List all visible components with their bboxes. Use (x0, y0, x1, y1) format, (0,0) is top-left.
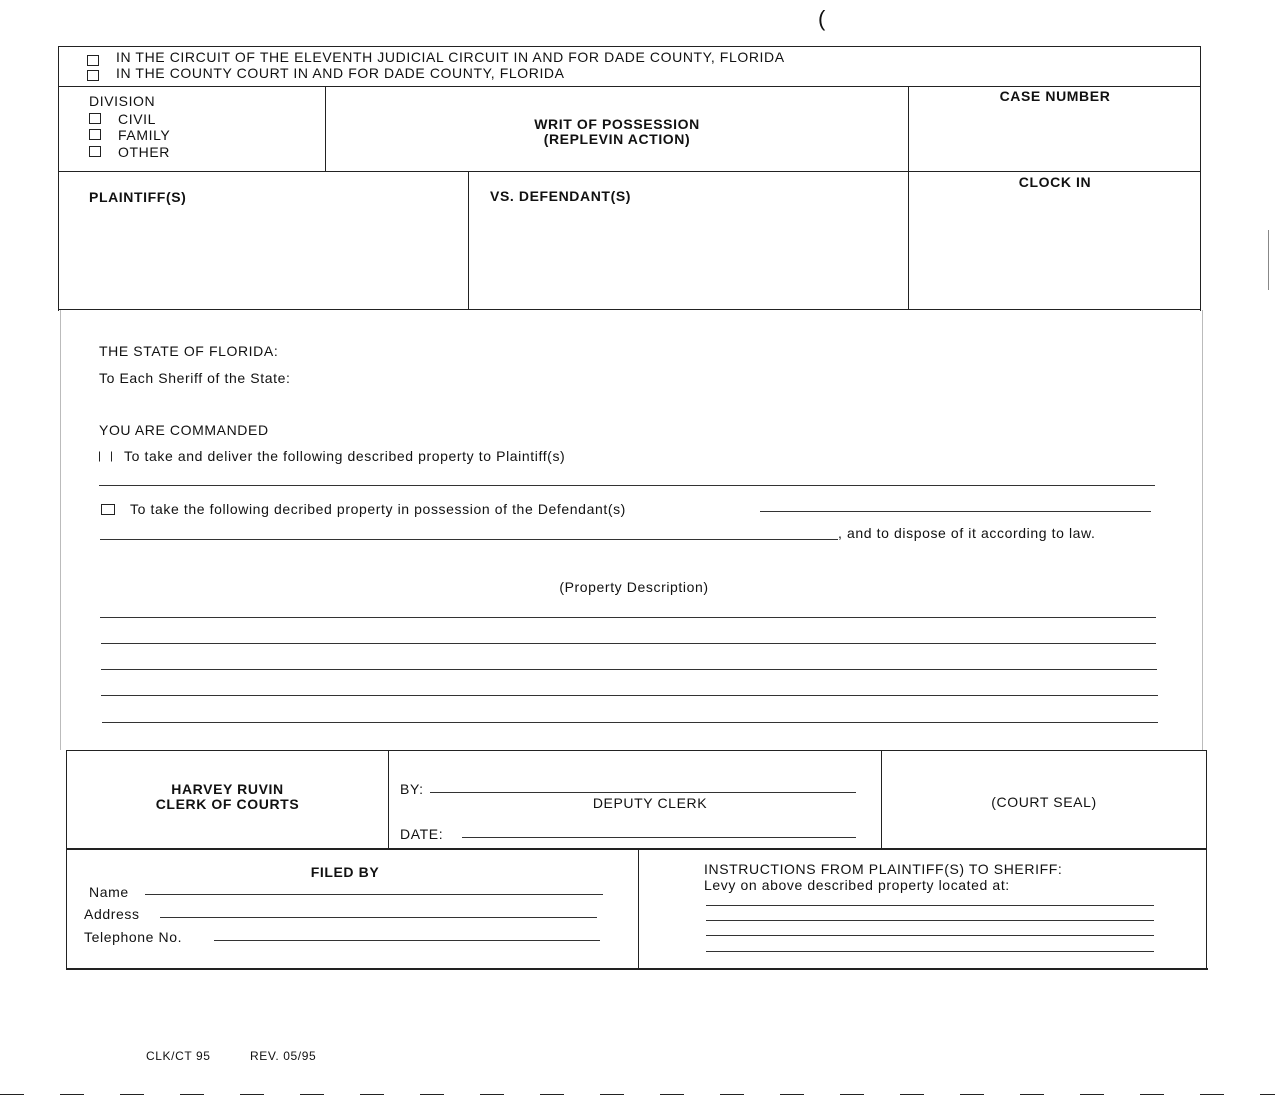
scan-edge-mark-right (1268, 230, 1269, 290)
division-label: DIVISION (89, 93, 156, 109)
location-line-1[interactable] (706, 905, 1154, 906)
you-are-commanded: YOU ARE COMMANDED (99, 422, 269, 438)
form-id: CLK/CT 95 (146, 1049, 211, 1063)
civil-option-label: CIVIL (118, 111, 157, 127)
levy-text: Levy on above described property located at: (704, 877, 1010, 893)
property-line-5[interactable] (102, 722, 1158, 723)
form-bottom (66, 968, 1208, 970)
frame-left-mid (60, 310, 61, 750)
family-option-label: FAMILY (118, 127, 171, 143)
clock-in-label: CLOCK IN (1018, 174, 1092, 190)
filed-by-header: FILED BY (310, 864, 380, 880)
county-option-label: IN THE COUNTY COURT IN AND FOR DADE COUNTY, FLORIDA (116, 65, 565, 81)
telephone-line[interactable] (214, 940, 600, 941)
row3-divider (58, 309, 1201, 310)
frame-right-mid (1202, 310, 1203, 750)
clerk-title: CLERK OF COURTS (155, 796, 300, 812)
property-line-3[interactable] (101, 669, 1157, 670)
property-line-1[interactable] (100, 617, 1156, 618)
title-case-divider (908, 87, 909, 309)
address-line[interactable] (160, 917, 597, 918)
state-of-florida: THE STATE OF FLORIDA: (99, 343, 279, 359)
address-label: Address (84, 906, 140, 922)
dispose-text: , and to dispose of it according to law. (838, 525, 1096, 541)
clerk-row-right (1206, 750, 1207, 970)
possession-checkbox[interactable] (101, 504, 115, 515)
filed-instructions-divider (638, 849, 639, 969)
filed-row-top (66, 848, 1207, 850)
other-option-label: OTHER (118, 144, 170, 160)
civil-checkbox[interactable] (89, 113, 101, 124)
deputy-clerk-label: DEPUTY CLERK (592, 795, 708, 811)
deliver-checkbox[interactable] (99, 451, 112, 462)
circuit-checkbox[interactable] (87, 55, 99, 66)
frame-top (58, 46, 1201, 47)
stray-mark: ( (818, 6, 826, 31)
telephone-label: Telephone No. (84, 929, 183, 945)
location-line-2[interactable] (706, 920, 1154, 921)
date-line[interactable] (462, 837, 856, 838)
parties-divider (468, 172, 469, 310)
writ-subtitle: (REPLEVIN ACTION) (543, 131, 691, 147)
scan-edge-mark-bottom (0, 1094, 1275, 1095)
plaintiffs-label: PLAINTIFF(S) (89, 189, 187, 205)
property-line-2[interactable] (101, 643, 1156, 644)
family-checkbox[interactable] (89, 129, 101, 140)
deliver-option-text: To take and deliver the following described property to Plaintiff(s) (124, 448, 566, 464)
county-checkbox[interactable] (87, 70, 99, 81)
defendants-label: VS. DEFENDANT(S) (490, 188, 632, 204)
writ-title: WRIT OF POSSESSION (534, 116, 700, 132)
date-label: DATE: (400, 826, 444, 842)
possession-property-line[interactable] (100, 539, 838, 540)
row2-divider (58, 171, 1201, 172)
defendant-name-line[interactable] (760, 511, 1151, 512)
case-number-label: CASE NUMBER (999, 88, 1111, 104)
location-line-3[interactable] (706, 935, 1154, 936)
court-seal-label: (COURT SEAL) (991, 794, 1097, 810)
property-description-label: (Property Description) (559, 579, 709, 595)
deliver-property-line[interactable] (99, 485, 1155, 486)
clerk-name: HARVEY RUVIN (171, 781, 284, 797)
clerk-row-top (66, 750, 1206, 751)
other-checkbox[interactable] (89, 146, 101, 157)
circuit-option-label: IN THE CIRCUIT OF THE ELEVENTH JUDICIAL CIRCUIT IN AND FOR DADE COUNTY, FLORIDA (116, 49, 785, 65)
court-row-divider (58, 86, 1201, 87)
by-label: BY: (400, 781, 424, 797)
each-sheriff: To Each Sheriff of the State: (99, 370, 291, 386)
name-line[interactable] (145, 894, 603, 895)
location-line-4[interactable] (706, 951, 1154, 952)
instructions-header: INSTRUCTIONS FROM PLAINTIFF(S) TO SHERIFF: (704, 861, 1063, 877)
property-line-4[interactable] (101, 695, 1158, 696)
clerk-by-divider (388, 750, 389, 848)
by-signature-line[interactable] (430, 792, 856, 793)
name-label: Name (89, 884, 129, 900)
form-revision: REV. 05/95 (250, 1049, 317, 1063)
possession-option-text: To take the following decribed property in possession of the Defendant(s) (130, 501, 626, 517)
